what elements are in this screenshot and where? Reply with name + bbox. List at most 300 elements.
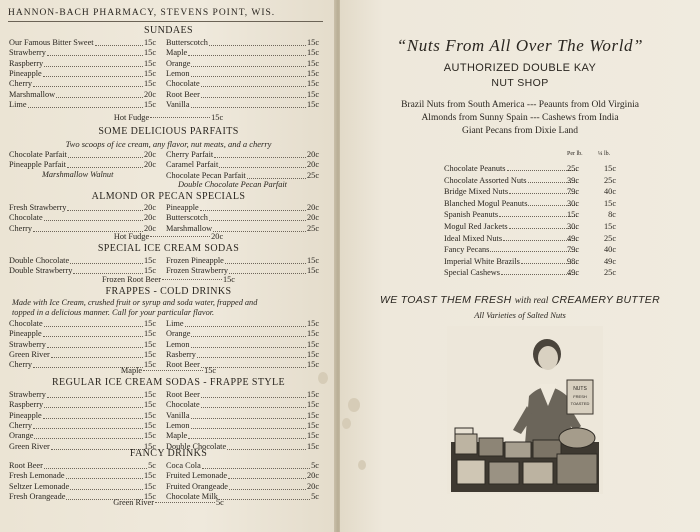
leader-dots [34,431,143,439]
nut-price-quarter: 40c [604,245,616,255]
item-name: Maple [166,48,188,58]
leader-dots [33,421,143,429]
nut-price-quarter: 25c [604,233,616,243]
leader-dots [162,279,222,280]
nut-name: Spanish Peanuts [444,210,499,220]
menu-item [166,390,319,400]
leader-dots [201,90,306,98]
parfait-note-walnut: Marshmallow Walnut [42,170,114,179]
leader-dots [191,59,306,67]
item-name: Frozen Strawberry [166,266,228,276]
menu-item [166,431,319,441]
leader-dots [43,69,143,77]
nut-name: Mogul Red Jackets [444,222,508,231]
menu-row [9,471,321,481]
item-price: 5c [148,461,156,470]
leader-dots [47,340,143,348]
leader-dots [47,48,143,56]
leader-dots [150,236,210,237]
menu-item [166,340,319,350]
item-price: 15c [144,68,156,78]
menu-row [9,48,321,58]
paper-stain [342,418,351,429]
item-name: Lemon [166,420,190,430]
item-price: 15c [144,400,156,410]
leader-dots [150,117,210,118]
item-price: 15c [307,360,319,370]
item-price: 15c [144,256,156,265]
leader-dots [67,203,143,211]
menu-item [9,319,156,329]
menu-item [9,213,156,223]
menu-item [9,160,156,170]
toast-with-real: with real [514,296,549,306]
nut-row [444,221,616,232]
item-price: 20c [307,481,319,491]
item-price: 15c [144,79,156,89]
nut-name: Imperial White Brazils [444,256,520,266]
leader-dots [44,400,143,408]
leader-dots [70,256,143,264]
parfait-note-double: Double Chocolate Pecan Parfait [178,180,287,189]
item-price: 15c [307,329,319,339]
item-name: Hot Fudge [113,232,150,241]
item-price: 5c [215,498,224,507]
nut-price-quarter: 25c [604,268,616,278]
nut-price-lb: 98c [567,256,579,266]
menu-item [166,48,319,58]
item-price: 20c [307,203,319,212]
nut-price-quarter: 25c [604,175,616,185]
item-price: 15c [307,266,319,276]
nut-name: Blanched Mogul Peanuts [444,198,528,208]
pharmacy-header: HANNON-BACH PHARMACY, STEVENS POINT, WIS. [8,8,323,22]
item-name: Pineapple [9,410,42,420]
nut-price-quarter: 15c [604,164,616,173]
nut-row [444,175,616,186]
menu-item [9,400,156,410]
item-price: 25c [307,170,319,180]
menu-row [9,38,321,48]
item-name: Frozen Pineapple [166,256,224,265]
item-price: 15c [307,89,319,99]
item-name: Vanilla [166,99,190,109]
item-name: Frozen Root Beer [102,275,161,284]
item-name: Root Beer [166,360,200,370]
leader-dots [70,482,143,490]
menu-item [166,79,319,89]
toast-line [340,294,700,306]
menu-item [166,38,319,48]
item-price: 15c [144,431,156,441]
menu-item [166,411,319,421]
menu-row [9,69,321,79]
item-name: Caramel Parfait [166,160,219,170]
item-name: Strawberry [9,390,46,399]
nut-price-lb: 30c [567,222,579,231]
menu-item [166,213,319,223]
leader-dots [44,461,147,469]
item-name: Lemon [166,339,190,349]
item-price: 15c [307,390,319,399]
item-name: Lime [166,319,184,328]
parfaits-subtitle: Two scoops of ice cream, any flavor, nut meats, and a cherry [65,139,272,149]
nut-row [444,244,616,255]
double-kay-heading: AUTHORIZED DOUBLE KAY [443,62,597,74]
item-name: Marshmallow [166,223,213,233]
leader-dots [228,471,306,479]
leader-dots [67,160,143,168]
item-price: 15c [144,441,156,451]
item-price: 15c [307,431,319,441]
leader-dots [229,266,306,274]
nut-price-lb: 15c [567,210,579,220]
nut-price-lb: 39c [567,175,579,185]
nut-price-lb: 49c [567,233,579,243]
leader-dots [188,48,306,56]
item-price: 20c [211,232,224,241]
center-item [0,366,337,376]
item-price: 15c [144,329,156,339]
menu-item [166,150,319,160]
center-item [0,275,337,285]
item-name: Chocolate [166,400,200,410]
menu-row [9,329,321,339]
frappes-title: FRAPPES - COLD DRINKS [105,286,232,297]
menu-item [166,471,319,481]
nut-price-quarter: 40c [604,187,616,197]
item-price: 15c [144,319,156,328]
origin-line-2: Almonds from Sunny Spain --- Cashews from India [421,113,619,123]
item-name: Butterscotch [166,213,208,223]
menu-row [9,79,321,89]
item-price: 15c [307,441,319,451]
leader-dots [191,340,307,348]
menu-item [166,461,319,471]
item-name: Cherry [9,420,33,430]
item-name: Chocolate Parfait [9,150,67,159]
toast-butter: CREAMERY BUTTER [551,294,660,306]
item-name: Fresh Strawberry [9,203,67,212]
leader-dots [185,319,307,327]
nut-name: Special Cashews [444,268,500,278]
frappe-desc-1: Made with Ice Cream, crushed fruit or syrup and soda water, frapped and [12,298,258,307]
toast-fresh: WE TOAST THEM FRESH [379,294,512,306]
menu-item [9,203,156,213]
item-name: Marshmallow [9,89,56,99]
menu-row [9,400,321,410]
leader-dots [191,421,307,429]
item-price: 15c [307,420,319,430]
item-name: Hot Fudge [113,113,150,122]
item-price: 15c [204,366,217,375]
per-lb-header: Per lb. [567,151,583,157]
nut-row [444,186,616,197]
leader-dots [219,160,306,168]
item-name: Root Beer [166,390,200,399]
item-name: Double Chocolate [9,256,70,265]
item-price: 20c [144,160,156,170]
item-name: Pineapple Parfait [9,160,66,170]
item-name: Green River [9,349,50,359]
nut-price-quarter: 15c [604,222,616,231]
leader-dots [51,350,143,358]
item-price: 15c [307,99,319,109]
menu-item [9,38,156,48]
menu-row [9,340,321,350]
leader-dots [44,213,143,221]
leader-dots [44,319,143,327]
leader-dots [200,203,306,211]
menu-item [9,256,156,266]
nut-name: Chocolate Assorted Nuts [444,175,527,185]
nut-row [444,233,616,244]
item-price: 15c [144,266,156,276]
leader-dots [56,90,143,98]
leader-dots [247,171,306,179]
item-price: 15c [307,400,319,410]
center-item [0,232,337,242]
item-price: 15c [307,319,319,328]
item-name: Chocolate [9,213,43,223]
menu-item [9,150,156,160]
nut-name: Bridge Mixed Nuts [444,187,509,197]
paper-stain [358,460,366,470]
menu-row [9,160,321,170]
item-name: Chocolate Milk [166,491,218,501]
item-price: 15c [307,48,319,58]
item-price: 20c [307,160,319,170]
item-price: 15c [144,390,156,399]
item-price: 15c [144,48,156,58]
leader-dots [47,390,143,398]
leader-dots [43,329,143,337]
menu-row [9,59,321,69]
item-name: Root Beer [9,461,43,470]
menu-item [166,350,319,360]
menu-item [9,461,156,471]
menu-item [9,431,156,441]
menu-item [9,482,156,492]
item-price: 20c [144,89,156,99]
item-price: 15c [307,68,319,78]
nut-row [444,198,616,209]
item-price: 15c [307,339,319,349]
nut-row [444,209,616,220]
sign-text-1: NUTS [573,386,587,392]
item-name: Raspberry [9,400,44,410]
item-name: Maple [120,366,143,375]
nut-name: Ideal Mixed Nuts [444,233,503,243]
leader-dots [209,213,306,221]
leader-dots [143,370,203,371]
item-name: Cherry [9,79,33,89]
menu-item [166,329,319,339]
nut-row [444,163,616,174]
leader-dots [214,150,306,158]
item-name: Orange [9,431,34,441]
menu-item [166,421,319,431]
leader-dots [229,482,306,490]
menu-row [9,213,321,223]
item-name: Strawberry [9,339,46,349]
quarter-lb-header: ¼ lb. [598,151,611,157]
item-name: Fresh Lemonade [9,471,65,481]
nut-price-lb: 79c [567,187,579,197]
menu-item [166,203,319,213]
item-name: Vanilla [166,410,190,420]
menu-item [9,421,156,431]
item-name: Raspberry [9,58,44,68]
item-name: Seltzer Lemonade [9,481,70,491]
item-price: 20c [144,213,156,223]
nut-price-quarter: 15c [604,198,616,208]
menu-row [9,421,321,431]
leader-dots [191,411,307,419]
leader-dots [201,79,306,87]
menu-item [9,79,156,89]
leader-dots [191,100,307,108]
item-price: 15c [144,471,156,481]
salted-nuts-line: All Varieties of Salted Nuts [474,310,566,320]
menu-item [9,329,156,339]
item-name: Green River [113,498,154,507]
nut-row [444,267,616,278]
menu-item [9,59,156,69]
menu-item [9,411,156,421]
leader-dots [191,329,306,337]
menu-row [9,90,321,100]
sign-text-3: TOASTED [570,401,590,406]
item-price: 15c [211,113,224,122]
item-name: Orange [166,329,191,339]
item-price: 15c [307,256,319,265]
nut-row [444,256,616,267]
item-price: 15c [144,410,156,420]
menu-row [9,150,321,160]
leader-dots [68,150,143,158]
item-price: 15c [144,58,156,68]
item-name: Green River [9,441,50,451]
item-name: Rasberry [166,349,196,359]
paper-stain [348,398,360,412]
center-item [0,498,337,508]
item-price: 15c [144,360,156,370]
menu-row [9,256,321,266]
item-name: Fresh Orangeade [9,491,66,501]
item-price: 20c [307,471,319,481]
item-name: Root Beer [166,89,200,99]
menu-item [9,350,156,360]
leader-dots [213,224,306,232]
nut-price-quarter: 8c [608,210,616,220]
regular-sodas-title: REGULAR ICE CREAM SODAS - FRAPPE STYLE [51,377,285,388]
nut-shop-heading: NUT SHOP [491,77,549,89]
menu-item [166,69,319,79]
menu-item [9,100,156,110]
nut-price-quarter: 49c [604,256,616,266]
leader-dots [43,411,143,419]
item-name: Pineapple [9,329,42,339]
menu-item [9,390,156,400]
item-price: 25c [307,223,319,233]
nut-price-lb: 49c [567,268,579,278]
item-price: 20c [307,150,319,159]
menu-item [166,482,319,492]
item-name: Pineapple [166,203,199,212]
item-name: Cherry Parfait [166,150,214,159]
item-name: Cherry [9,360,33,370]
nuts-title: “Nuts From All Over The World” [396,36,644,55]
nut-price-lb: 30c [567,198,579,208]
leader-dots [201,390,306,398]
item-name: Butterscotch [166,38,208,47]
item-name: Chocolate [9,319,43,328]
leader-dots [202,461,310,469]
menu-item [9,90,156,100]
menu-item [166,256,319,266]
item-name: Double Strawberry [9,266,73,276]
menu-row [9,482,321,492]
parfaits-title: SOME DELICIOUS PARFAITS [98,126,239,137]
item-price: 15c [144,38,156,47]
leader-dots [201,400,306,408]
center-item [0,113,337,123]
menu-row [9,100,321,110]
item-price: 15c [307,79,319,89]
menu-item [9,48,156,58]
leader-dots [155,502,215,503]
menu-row [9,411,321,421]
menu-row [9,461,321,471]
item-name: Strawberry [9,48,46,58]
item-name: Our Famous Bitter Sweet [9,38,94,47]
origin-line-1: Brazil Nuts from South America --- Peaunts from Old Virginia [401,100,639,110]
item-name: Lime [9,99,27,109]
nut-name: Chocolate Peanuts [444,164,506,173]
leader-dots [33,224,143,232]
menu-row [9,431,321,441]
item-price: 15c [144,339,156,349]
leader-dots [66,471,143,479]
leader-dots [28,100,144,108]
origin-line-3: Giant Pecans from Dixie Land [461,126,579,136]
menu-row [9,350,321,360]
item-price: 15c [144,420,156,430]
menu-row [9,319,321,329]
leader-dots [95,38,143,46]
menu-item [166,400,319,410]
leader-dots [188,431,306,439]
menu-item [9,471,156,481]
menu-item [166,90,319,100]
item-price: 15c [307,349,319,359]
item-price: 15c [307,410,319,420]
leader-dots [209,38,306,46]
leader-dots [44,59,143,67]
menu-item [9,340,156,350]
item-price: 5c [311,491,319,501]
menu-item [9,69,156,79]
item-price: 15c [144,99,156,109]
item-price: 15c [144,481,156,491]
item-price: 15c [307,38,319,47]
fancy-drinks-title: FANCY DRINKS [129,448,208,459]
item-price: 20c [144,203,156,212]
leader-dots [225,256,306,264]
item-price: 20c [144,150,156,159]
item-price: 5c [311,461,319,470]
